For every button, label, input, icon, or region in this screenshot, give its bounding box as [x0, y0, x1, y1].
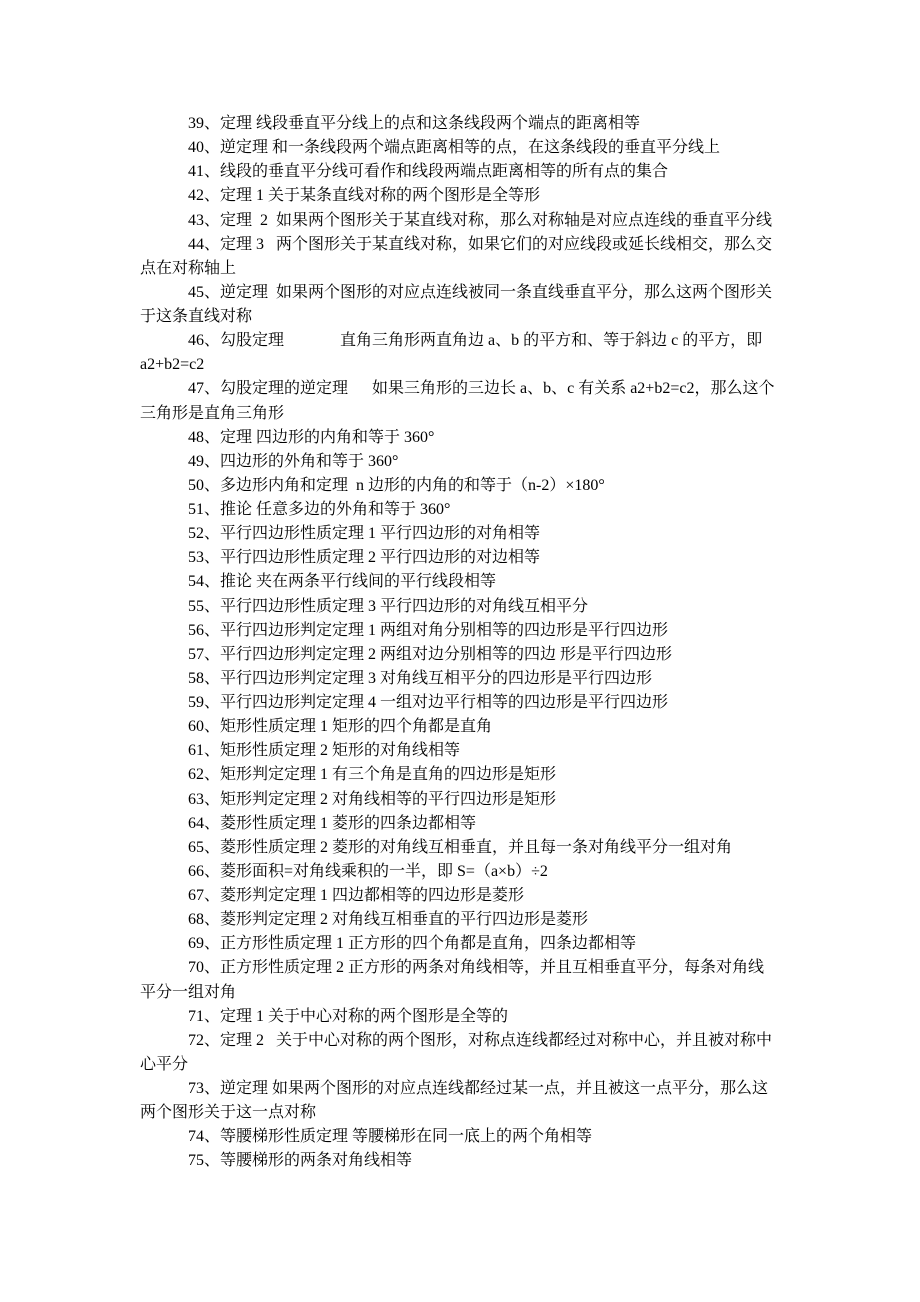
theorem-71-line-1: 71、定理 1 关于中心对称的两个图形是全等的	[188, 1007, 509, 1025]
theorem-59-line-1: 59、平行四边形判定定理 4 一组对边平行相等的四边形是平行四边形	[188, 694, 669, 711]
theorem-46-line-2: a2+b2=c2	[140, 356, 205, 374]
theorem-51-line-1: 51、推论 任意多边的外角和等于 360°	[188, 501, 451, 518]
theorem-58	[0, 667, 920, 691]
theorem-62-line-1: 62、矩形判定定理 1 有三个角是直角的四边形是矩形	[188, 766, 557, 784]
theorem-70-line-1: 70、正方形性质定理 2 正方形的两条对角线相等，并且互相垂直平分，每条对角线	[188, 959, 765, 977]
theorem-62	[0, 763, 920, 787]
theorem-47-line-2: 三角形是直角三角形	[140, 404, 285, 422]
theorem-69	[0, 932, 920, 956]
theorem-61	[0, 739, 920, 763]
theorem-72	[0, 1029, 920, 1077]
theorem-51	[0, 498, 920, 522]
theorem-42	[0, 184, 920, 208]
theorem-54-line-1: 54、推论 夹在两条平行线间的平行线段相等	[188, 573, 497, 591]
theorem-71	[0, 1005, 920, 1029]
theorem-53	[0, 546, 920, 570]
theorem-48	[0, 426, 920, 450]
theorem-46-line-1: 46、勾股定理 直角三角形两直角边 a、b 的平方和、等于斜边 c 的平方，即	[188, 332, 763, 350]
theorem-63	[0, 788, 920, 812]
theorem-59	[0, 691, 920, 715]
theorem-57	[0, 643, 920, 667]
theorem-53-line-1: 53、平行四边形性质定理 2 平行四边形的对边相等	[188, 549, 541, 567]
theorem-48-line-1: 48、定理 四边形的内角和等于 360°	[188, 428, 435, 446]
theorem-57-line-1: 57、平行四边形判定定理 2 两组对边分别相等的四边 形是平行四边形	[188, 645, 673, 663]
theorem-68	[0, 908, 920, 932]
theorem-54	[0, 570, 920, 594]
theorem-45-line-1: 45、逆定理 如果两个图形的对应点连线被同一条直线垂直平分，那么这两个图形关	[188, 283, 773, 301]
theorem-55	[0, 595, 920, 619]
theorem-60-line-1: 60、矩形性质定理 1 矩形的四个角都是直角	[188, 718, 493, 736]
theorem-40	[0, 136, 920, 160]
theorem-44-line-2: 点在对称轴上	[140, 259, 237, 277]
theorem-74-line-1: 74、等腰梯形性质定理 等腰梯形在同一底上的两个角相等	[188, 1128, 593, 1146]
theorem-67	[0, 884, 920, 908]
theorem-49	[0, 450, 920, 474]
theorem-60	[0, 715, 920, 739]
theorem-56-line-1: 56、平行四边形判定定理 1 两组对角分别相等的四边形是平行四边形	[188, 621, 669, 639]
theorem-56	[0, 619, 920, 643]
theorem-73-line-1: 73、逆定理 如果两个图形的对应点连线都经过某一点，并且被这一点平分，那么这	[188, 1080, 769, 1097]
theorem-65-line-1: 65、菱形性质定理 2 菱形的对角线互相垂直，并且每一条对角线平分一组对角	[188, 838, 733, 856]
theorem-39-line-1: 39、定理 线段垂直平分线上的点和这条线段两个端点的距离相等	[188, 115, 641, 132]
theorem-49-line-1: 49、四边形的外角和等于 360°	[188, 452, 399, 470]
theorem-50	[0, 474, 920, 498]
theorem-72-line-2: 心平分	[140, 1055, 189, 1073]
theorem-46	[0, 329, 920, 377]
theorem-66	[0, 860, 920, 884]
theorem-73-line-2: 两个图形关于这一点对称	[140, 1104, 317, 1122]
theorem-41	[0, 160, 920, 184]
theorem-50-line-1: 50、多边形内角和定理 n 边形的内角的和等于（n-2）×180°	[188, 476, 605, 494]
theorem-44-line-1: 44、定理 3 两个图形关于某直线对称，如果它们的对应线段或延长线相交，那么交	[188, 235, 773, 253]
theorem-44	[0, 233, 920, 281]
theorem-39	[0, 112, 920, 136]
theorem-45	[0, 281, 920, 329]
theorem-65	[0, 836, 920, 860]
theorem-52	[0, 522, 920, 546]
theorem-72-line-1: 72、定理 2 关于中心对称的两个图形，对称点连线都经过对称中心，并且被对称中	[188, 1031, 773, 1049]
theorem-63-line-1: 63、矩形判定定理 2 对角线相等的平行四边形是矩形	[188, 790, 557, 808]
theorem-43	[0, 209, 920, 233]
theorem-45-line-2: 于这条直线对称	[140, 308, 253, 325]
theorem-69-line-1: 69、正方形性质定理 1 正方形的四个角都是直角，四条边都相等	[188, 935, 637, 953]
theorem-67-line-1: 67、菱形判定定理 1 四边都相等的四边形是菱形	[188, 887, 525, 904]
theorem-75	[0, 1149, 920, 1173]
theorem-43-line-1: 43、定理 2 如果两个图形关于某直线对称，那么对称轴是对应点连线的垂直平分线	[188, 211, 773, 229]
theorem-40-line-1: 40、逆定理 和一条线段两个端点距离相等的点，在这条线段的垂直平分线上	[188, 139, 721, 157]
theorem-55-line-1: 55、平行四边形性质定理 3 平行四边形的对角线互相平分	[188, 597, 589, 615]
theorem-64-line-1: 64、菱形性质定理 1 菱形的四条边都相等	[188, 814, 477, 832]
theorem-64	[0, 812, 920, 836]
theorem-68-line-1: 68、菱形判定定理 2 对角线互相垂直的平行四边形是菱形	[188, 911, 589, 929]
theorem-74	[0, 1125, 920, 1149]
theorem-47	[0, 377, 920, 425]
theorem-61-line-1: 61、矩形性质定理 2 矩形的对角线相等	[188, 742, 461, 760]
theorem-73	[0, 1077, 920, 1125]
theorem-75-line-1: 75、等腰梯形的两条对角线相等	[188, 1152, 413, 1170]
theorem-58-line-1: 58、平行四边形判定定理 3 对角线互相平分的四边形是平行四边形	[188, 669, 653, 687]
theorem-70-line-2: 平分一组对角	[140, 983, 237, 1001]
theorem-66-line-1: 66、菱形面积=对角线乘积的一半，即 S=（a×b）÷2	[188, 862, 548, 880]
theorem-52-line-1: 52、平行四边形性质定理 1 平行四边形的对角相等	[188, 525, 541, 543]
theorem-41-line-1: 41、线段的垂直平分线可看作和线段两端点距离相等的所有点的集合	[188, 163, 669, 181]
theorem-70	[0, 956, 920, 1004]
theorem-42-line-1: 42、定理 1 关于某条直线对称的两个图形是全等形	[188, 187, 541, 205]
theorem-47-line-1: 47、勾股定理的逆定理 如果三角形的三边长 a、b、c 有关系 a2+b2=c2，那么这个	[188, 380, 775, 398]
